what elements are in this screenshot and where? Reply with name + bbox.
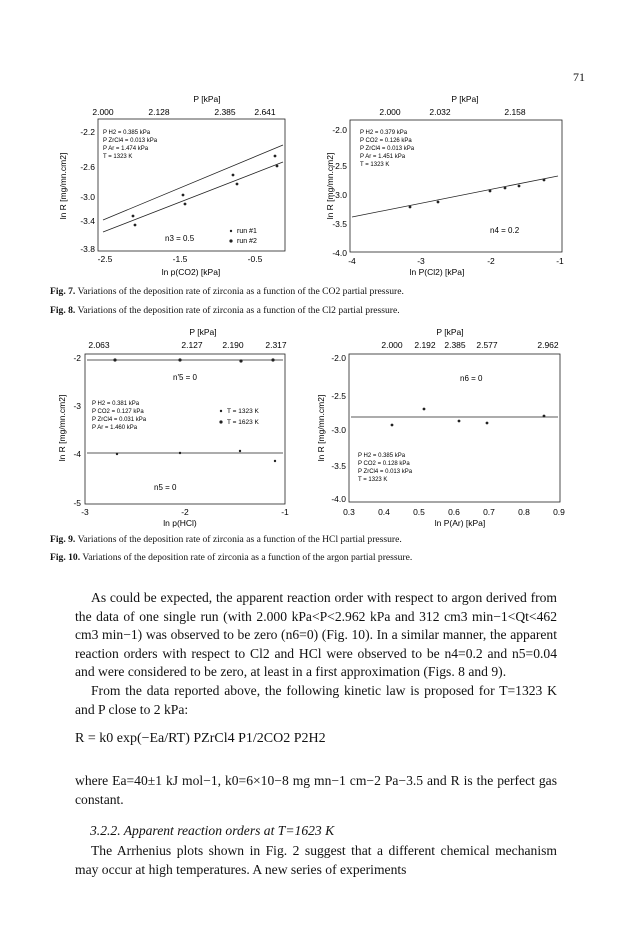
fig9-point xyxy=(179,452,181,454)
fig7-top-tick: 2.385 xyxy=(214,107,236,117)
fig8-top-label: P [kPa] xyxy=(451,94,479,104)
fig9-top-tick: 2.190 xyxy=(222,340,244,350)
fig9-y-label: ln R [mg/mn.cm2] xyxy=(57,394,67,462)
fig7-x-tick: -0.5 xyxy=(247,254,263,264)
fig9-order-label: n5 = 0 xyxy=(154,483,177,492)
figure-7 xyxy=(55,90,300,282)
fig9-caption: Fig. 9. Variations of the deposition rate of zirconia as a function of the HCl partial pressure. xyxy=(50,534,402,545)
fig10-condition: P ZrCl4 = 0.013 kPa xyxy=(358,469,413,475)
fig9-legend-entry: T = 1323 K xyxy=(227,408,259,415)
page-number: 71 xyxy=(573,70,585,84)
fig7-top-tick: 2.641 xyxy=(254,107,276,117)
fig9-legend-entry: T = 1623 K xyxy=(227,419,259,426)
fig10-condition: T = 1323 K xyxy=(358,477,388,483)
fig10-x-label: ln P(Ar) [kPa] xyxy=(434,518,486,528)
fig10-y-tick: -2.0 xyxy=(331,353,346,363)
fig8-y-tick: -4.0 xyxy=(332,248,347,258)
fig8-point xyxy=(409,206,412,209)
fig10-x-tick: 0.6 xyxy=(448,507,460,517)
fig7-legend-marker-1 xyxy=(230,230,232,232)
fig8-order-label: n4 = 0.2 xyxy=(490,226,520,235)
fig8-point xyxy=(437,201,440,204)
body-paragraph-4: The Arrhenius plots shown in Fig. 2 suggest that a different chemical mechanism may occur at high temperatures. A new series of experiments xyxy=(75,843,557,877)
fig10-top-label: P [kPa] xyxy=(436,327,464,337)
fig10-point xyxy=(391,424,394,427)
fig7-legend-entry: run #1 xyxy=(237,228,257,235)
fig8-y-tick: -2.0 xyxy=(332,125,347,135)
fig8-top-tick: 2.158 xyxy=(504,107,526,117)
fig8-y-tick: -2.5 xyxy=(332,161,347,171)
fig8-y-tick: -3.5 xyxy=(332,219,347,229)
fig8-condition: P ZrCl4 = 0.013 kPa xyxy=(360,146,415,152)
fig9-order-label-top: n'5 = 0 xyxy=(173,373,197,382)
fig8-x-tick: -3 xyxy=(417,256,425,266)
fig9-top-tick: 2.063 xyxy=(88,340,110,350)
fig7-point xyxy=(274,155,277,158)
fig8-condition: P Ar = 1.451 kPa xyxy=(360,154,406,160)
fig7-legend-entry: run #2 xyxy=(237,238,257,245)
fig9-x-label: ln p(HCl) xyxy=(163,518,197,528)
fig8-x-tick: -1 xyxy=(556,256,564,266)
section-heading: 3.2.2. Apparent reaction orders at T=1623 K xyxy=(90,823,335,838)
fig9-condition: P Ar = 1.460 kPa xyxy=(92,425,138,431)
fig7-point xyxy=(232,174,235,177)
fig7-y-tick: -2.6 xyxy=(80,162,95,172)
fig8-y-tick: -3.0 xyxy=(332,190,347,200)
fig9-y-tick: -5 xyxy=(73,498,81,508)
fig8-x-label: ln P(Cl2) [kPa] xyxy=(409,267,465,277)
fig9-y-tick: -4 xyxy=(73,449,81,459)
fig10-top-tick: 2.192 xyxy=(414,340,436,350)
fig8-point xyxy=(518,185,521,188)
figure-9 xyxy=(55,323,300,528)
fig8-y-label: ln R [mg/mn.cm2] xyxy=(325,152,335,220)
fig9-point xyxy=(271,358,274,361)
fig10-y-tick: -3.0 xyxy=(331,425,346,435)
fig9-point xyxy=(274,460,276,462)
fig10-y-tick: -2.5 xyxy=(331,391,346,401)
fig7-caption: Fig. 7. Variations of the deposition rate of zirconia as a function of the CO2 partial pressure. xyxy=(50,286,404,297)
fig7-y-tick: -2.2 xyxy=(80,127,95,137)
fig10-y-label: ln R [mg/mn.cm2] xyxy=(316,394,326,462)
fig8-point xyxy=(489,190,492,193)
fig9-top-tick: 2.127 xyxy=(181,340,203,350)
fig8-point xyxy=(504,187,507,190)
fig7-y-tick: -3.8 xyxy=(80,244,95,254)
fig8-point xyxy=(543,179,546,182)
fig9-condition: P CO2 = 0.127 kPa xyxy=(92,409,144,415)
fig8-top-tick: 2.000 xyxy=(379,107,401,117)
fig10-point xyxy=(543,415,546,418)
fig8-fit-line xyxy=(352,176,558,217)
body-paragraph-1: As could be expected, the apparent reaction order with respect to argon derived from the data of one single run (with 2.000 kPa<P<2.962 kPa and 312 cm3 min−1<Qt<462 cm3 min−1) was observed to be zero (n6=0) (Fig. 10). In a similar manner, the apparent reaction orders with respect to Cl2 and HCl were observed to be n4=0.2 and n5=0.04 and were considered to be zero, at least in a first approximation (Figs. 8 and 9). xyxy=(75,590,557,679)
figure-10 xyxy=(312,323,572,528)
fig7-top-label: P [kPa] xyxy=(193,94,221,104)
fig10-order-label: n6 = 0 xyxy=(460,374,483,383)
fig9-condition: P ZrCl4 = 0.031 kPa xyxy=(92,417,147,423)
fig7-condition: T = 1323 K xyxy=(103,154,133,160)
fig9-top-tick: 2.317 xyxy=(265,340,287,350)
body-paragraph-2: From the data reported above, the following kinetic law is proposed for T=1323 K and P close to 2 kPa: xyxy=(75,683,557,717)
fig9-legend-marker-2 xyxy=(219,420,222,423)
fig9-y-tick: -3 xyxy=(73,401,81,411)
fig9-legend-marker-1 xyxy=(220,410,222,412)
fig9-x-tick: -1 xyxy=(281,507,289,517)
fig7-point xyxy=(134,224,137,227)
fig10-x-tick: 0.4 xyxy=(378,507,390,517)
fig9-x-tick: -2 xyxy=(181,507,189,517)
fig7-legend-marker-2 xyxy=(229,239,232,242)
fig7-point xyxy=(132,215,135,218)
fig10-top-tick: 2.000 xyxy=(381,340,403,350)
fig7-y-label: ln R [mg/mn.cm2] xyxy=(58,152,68,220)
fig7-order-label: n3 = 0.5 xyxy=(165,234,195,243)
fig10-top-tick: 2.962 xyxy=(537,340,559,350)
fig10-point xyxy=(458,420,461,423)
fig8-condition: T = 1323 K xyxy=(360,162,390,168)
fig8-condition: P CO2 = 0.126 kPa xyxy=(360,138,412,144)
fig8-caption: Fig. 8. Variations of the deposition rate of zirconia as a function of the Cl2 partial pressure. xyxy=(50,305,400,316)
fig7-condition: P ZrCl4 = 0.013 kPa xyxy=(103,138,158,144)
fig7-x-label: ln p(CO2) [kPa] xyxy=(161,267,221,277)
fig9-point xyxy=(239,359,242,362)
fig7-x-tick: -1.5 xyxy=(172,254,188,264)
fig7-x-tick: -2.5 xyxy=(97,254,113,264)
fig9-condition: P H2 = 0.381 kPa xyxy=(92,401,140,407)
fig10-top-tick: 2.385 xyxy=(444,340,466,350)
fig9-point xyxy=(116,453,118,455)
fig7-top-tick: 2.128 xyxy=(148,107,170,117)
fig10-y-tick: -4.0 xyxy=(331,494,346,504)
figure-8 xyxy=(322,90,570,282)
fig7-y-tick: -3.0 xyxy=(80,192,95,202)
fig7-y-tick: -3.4 xyxy=(80,216,95,226)
fig9-x-tick: -3 xyxy=(81,507,89,517)
fig9-point xyxy=(113,358,116,361)
fig10-point xyxy=(486,422,489,425)
fig9-y-tick: -2 xyxy=(73,353,81,363)
fig10-top-tick: 2.577 xyxy=(476,340,498,350)
fig7-top-tick: 2.000 xyxy=(92,107,114,117)
fig7-point xyxy=(276,165,279,168)
fig8-top-tick: 2.032 xyxy=(429,107,451,117)
fig10-x-tick: 0.8 xyxy=(518,507,530,517)
fig10-x-tick: 0.3 xyxy=(343,507,355,517)
fig7-condition: P H2 = 0.385 kPa xyxy=(103,130,151,136)
fig10-x-tick: 0.7 xyxy=(483,507,495,517)
fig9-top-label: P [kPa] xyxy=(189,327,217,337)
fig7-point xyxy=(236,183,239,186)
fig7-condition: P Ar = 1.474 kPa xyxy=(103,146,149,152)
fig7-point xyxy=(182,194,185,197)
fig9-point xyxy=(178,358,181,361)
fig7-fit-line-2 xyxy=(103,162,283,232)
fig9-point xyxy=(239,450,241,452)
fig8-x-tick: -2 xyxy=(487,256,495,266)
fig8-condition: P H2 = 0.379 kPa xyxy=(360,130,408,136)
fig7-point xyxy=(184,203,187,206)
fig8-x-tick: -4 xyxy=(348,256,356,266)
body-paragraph-3: where Ea=40±1 kJ mol−1, k0=6×10−8 mg mn−1 cm−2 Pa−3.5 and R is the perfect gas constant. xyxy=(75,773,557,807)
fig10-condition: P H2 = 0.385 kPa xyxy=(358,453,406,459)
fig10-y-tick: -3.5 xyxy=(331,461,346,471)
fig10-point xyxy=(423,408,426,411)
fig10-caption: Fig. 10. Variations of the deposition rate of zirconia as a function of the argon partial pressure. xyxy=(50,552,413,563)
fig10-condition: P CO2 = 0.128 kPa xyxy=(358,461,410,467)
fig10-x-tick: 0.5 xyxy=(413,507,425,517)
fig10-x-tick: 0.9 xyxy=(553,507,565,517)
kinetic-law-equation: R = k0 exp(−Ea/RT) PZrCl4 P1/2CO2 P2H2 xyxy=(75,731,326,746)
